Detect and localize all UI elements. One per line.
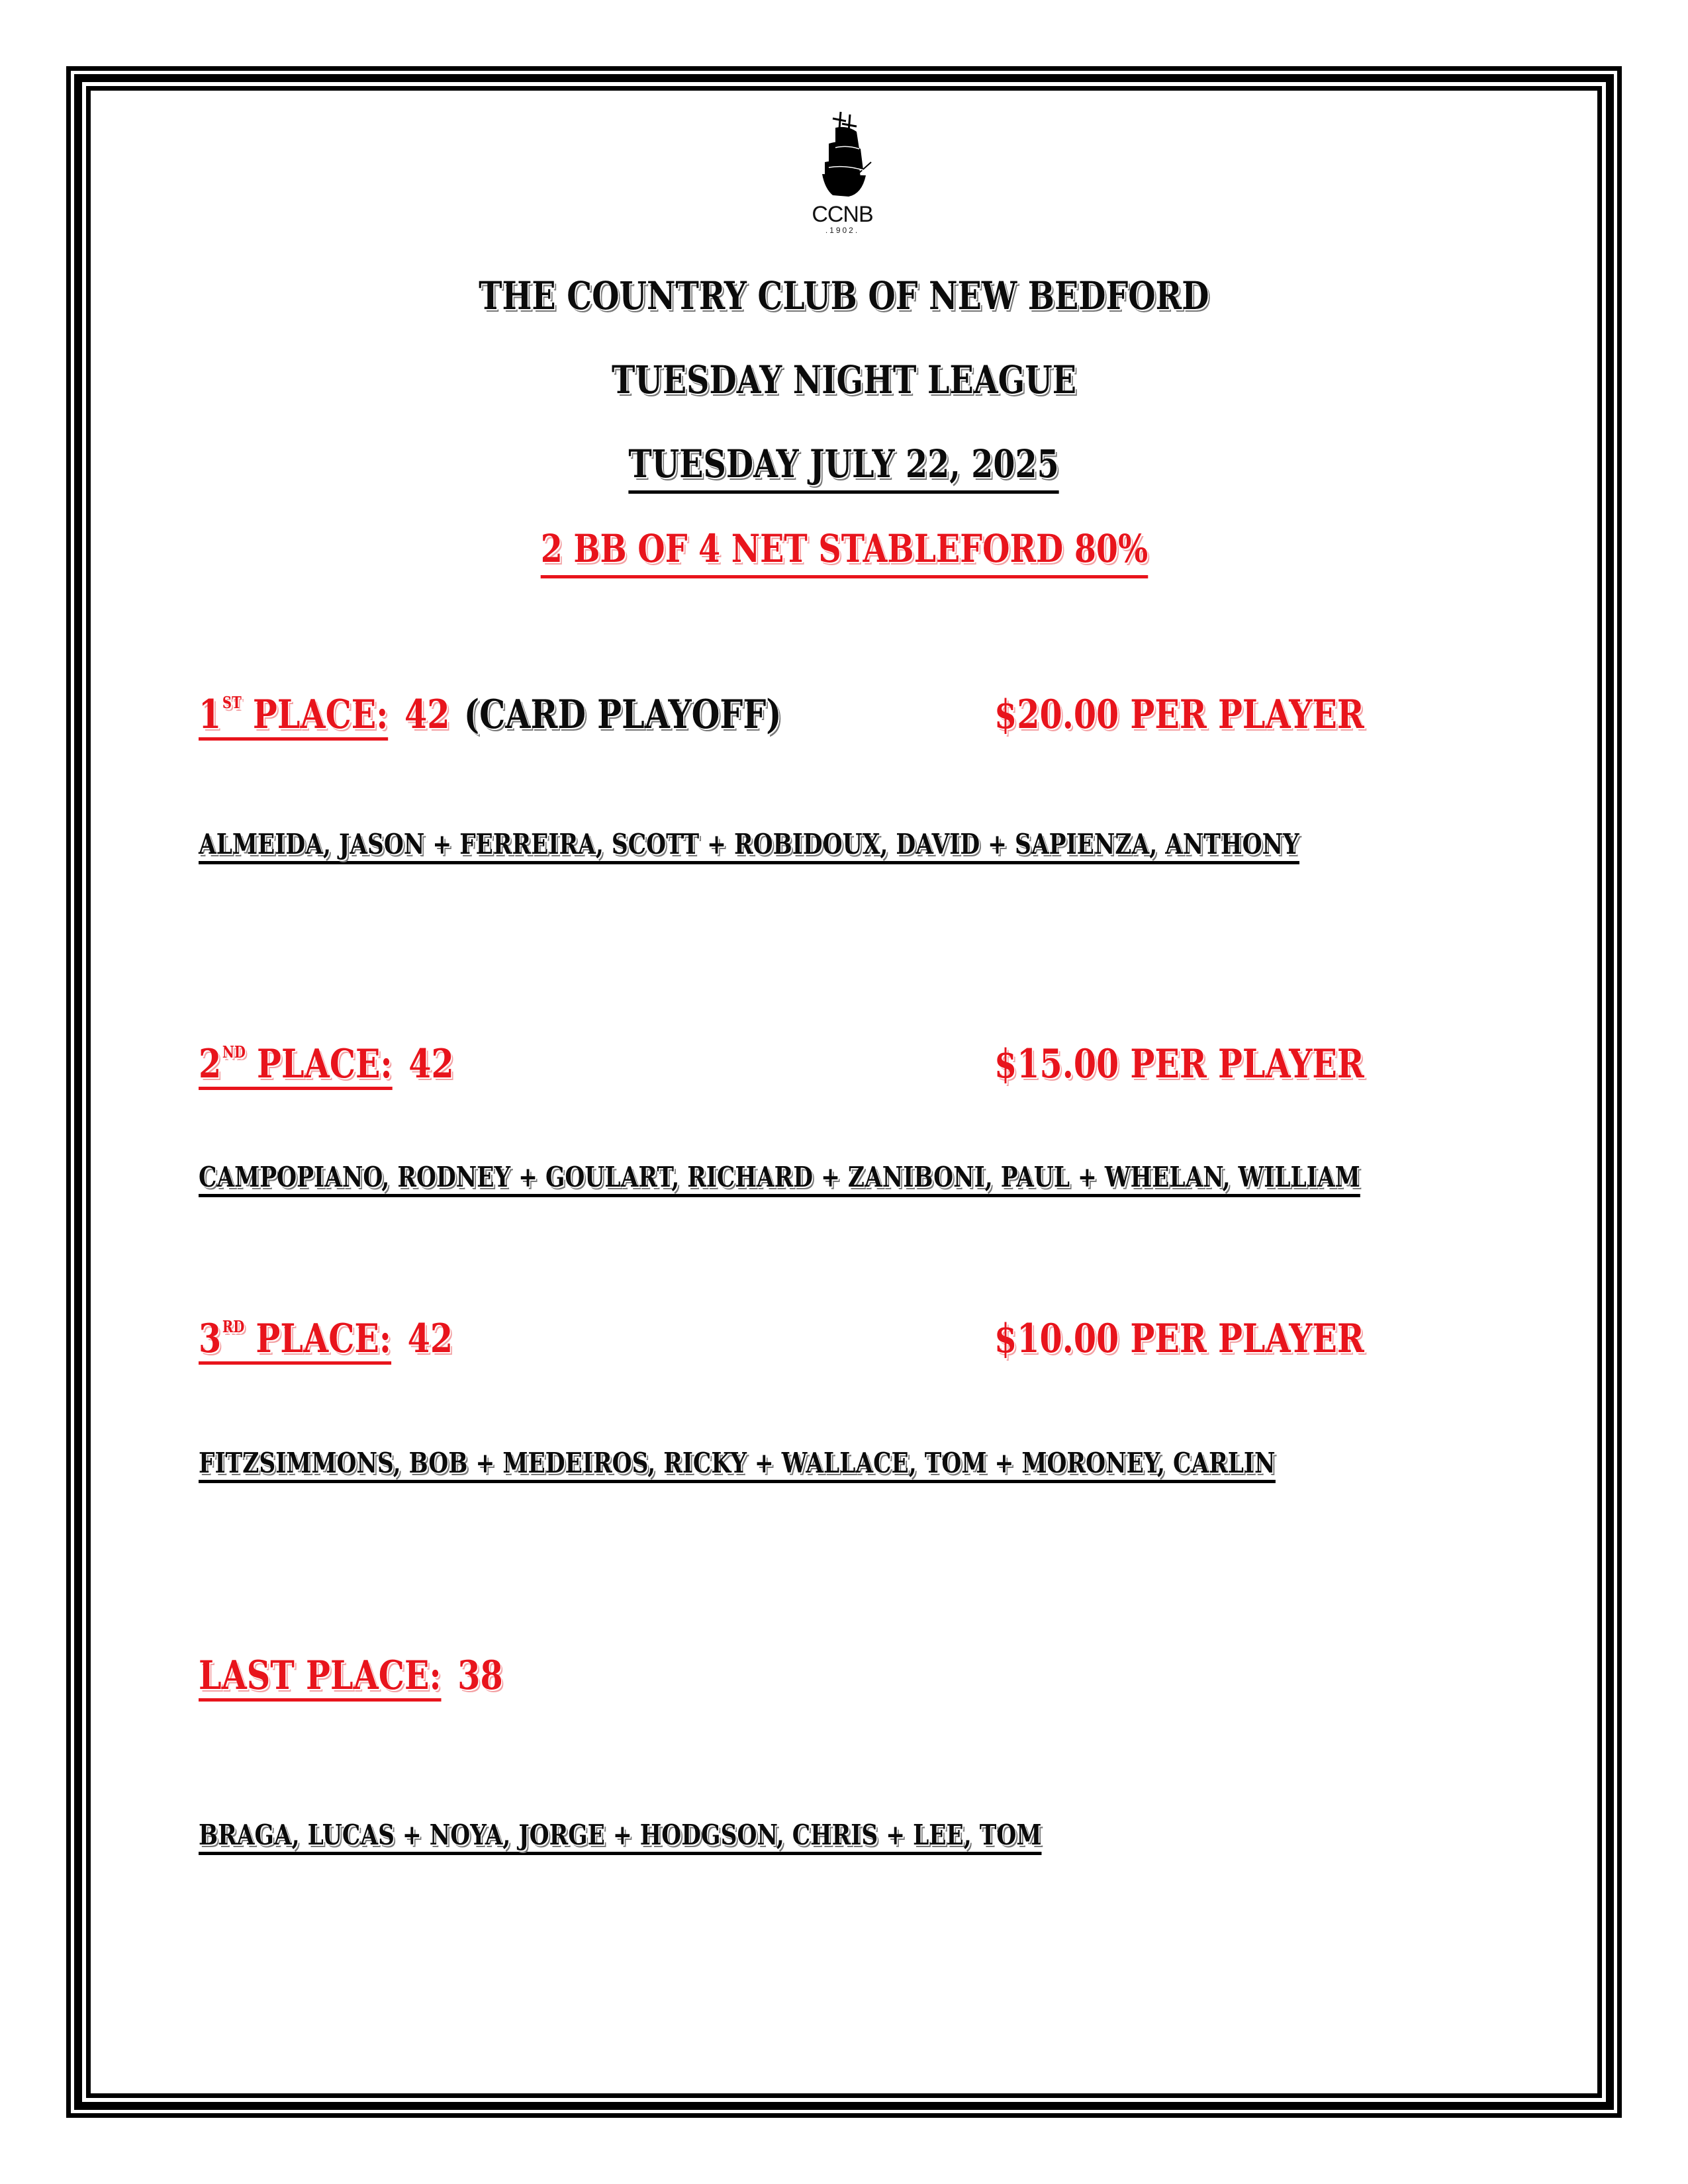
first-place-heading bbox=[199, 692, 910, 741]
place-score: 42 bbox=[404, 692, 450, 738]
place-label: 1ST PLACE: bbox=[199, 695, 388, 741]
second-place-players: CAMPOPIANO, RODNEY + GOULART, RICHARD + ZANIBONI, PAUL + WHELAN, WILLIAM bbox=[199, 1163, 1615, 1197]
event-format: 2 BB OF 4 NET STABLEFORD 80% bbox=[0, 529, 1688, 568]
place-label: LAST PLACE: bbox=[199, 1656, 442, 1702]
third-place-heading bbox=[199, 1316, 508, 1365]
place-score: 38 bbox=[457, 1653, 503, 1699]
club-name: THE COUNTRY CLUB OF NEW BEDFORD bbox=[479, 273, 1209, 318]
last-place-players: BRAGA, LUCAS + NOYA, JORGE + HODGSON, CHRIS + LEE, TOM bbox=[199, 1821, 1227, 1855]
second-place-heading bbox=[199, 1041, 510, 1090]
third-place-prize: $10.00 PER PLAYER bbox=[994, 1316, 1364, 1362]
logo-mark: CCNB bbox=[812, 202, 873, 227]
second-place-prize: $15.00 PER PLAYER bbox=[994, 1041, 1364, 1087]
ship-icon bbox=[813, 109, 872, 202]
place-label: 2ND PLACE: bbox=[199, 1044, 393, 1090]
place-score: 42 bbox=[407, 1316, 453, 1362]
first-place-players: ALMEIDA, JASON + FERREIRA, SCOTT + ROBIDOUX, DAVID + SAPIENZA, ANTHONY bbox=[199, 831, 1541, 864]
club-logo bbox=[771, 109, 914, 258]
third-place-players: FITZSIMMONS, BOB + MEDEIROS, RICKY + WALLACE, TOM + MORONEY, CARLIN bbox=[199, 1449, 1512, 1483]
place-label: 3RD PLACE: bbox=[199, 1319, 391, 1365]
place-note: (CARD PLAYOFF) bbox=[463, 692, 782, 738]
first-place-prize: $20.00 PER PLAYER bbox=[994, 692, 1364, 738]
logo-year: .1902. bbox=[825, 226, 860, 235]
league-name: TUESDAY NIGHT LEAGUE bbox=[612, 357, 1076, 402]
event-date: TUESDAY JULY 22, 2025 bbox=[0, 445, 1688, 483]
last-place-heading bbox=[199, 1653, 570, 1702]
place-score: 42 bbox=[408, 1041, 454, 1087]
